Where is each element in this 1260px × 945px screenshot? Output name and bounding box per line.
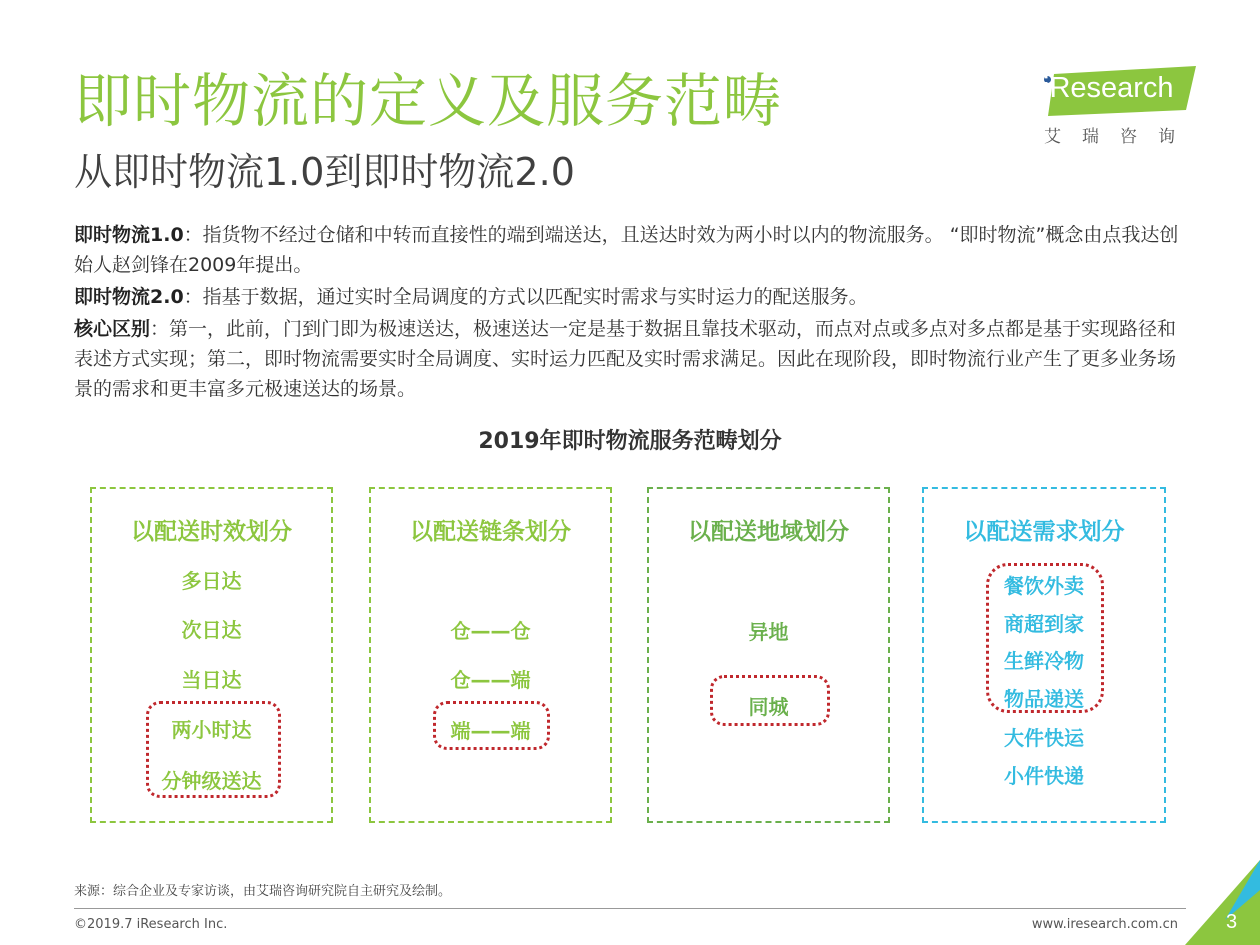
box-delivery-chain xyxy=(369,487,612,823)
paragraph-3-label: 核心区别 xyxy=(74,318,151,340)
page-title: 即时物流的定义及服务范畴 xyxy=(74,67,783,135)
list-item: 仓——端 xyxy=(450,668,531,692)
list-item: 商超到家 xyxy=(1004,612,1084,636)
list-item: 餐饮外卖 xyxy=(1004,574,1084,598)
logo-chinese-name: 艾瑞咨询 xyxy=(1044,127,1196,147)
list-item: 多日达 xyxy=(181,569,242,593)
paragraph-2 xyxy=(74,282,1189,312)
list-item: 次日达 xyxy=(181,618,242,642)
page-number: 3 xyxy=(1226,911,1238,933)
box-delivery-region xyxy=(647,487,890,823)
list-item: 小件快递 xyxy=(1004,764,1084,788)
list-item: 分钟级送达 xyxy=(161,769,262,793)
footer-divider xyxy=(74,908,1186,909)
website-link[interactable]: www.iresearch.com.cn xyxy=(1031,917,1178,932)
paragraph-2-label: 即时物流2.0 xyxy=(74,286,184,308)
paragraph-3-body: ：第一，此前，门到门即为极速送达，极速送达一定是基于数据且靠技术驱动，而点对点或多点对多点都是基于实现路径和表述方式实现；第二，即时物流需要实时全局调度、实时运力匹配及实时需求满足。因此在现阶段，即时物流行业产生了更多业务场景的需求和更丰富多元极速送达的场景。 xyxy=(74,318,1177,400)
box-heading: 以配送地域划分 xyxy=(688,519,849,545)
list-item: 当日达 xyxy=(181,668,242,692)
box-heading: 以配送链条划分 xyxy=(410,519,571,545)
list-item: 大件快运 xyxy=(1004,726,1084,750)
box-delivery-time xyxy=(90,487,333,823)
box-heading: 以配送时效划分 xyxy=(131,519,292,545)
list-item: 端——端 xyxy=(450,719,531,743)
logo-wordmark: iResearch xyxy=(1043,72,1174,104)
paragraph-2-body: ：指基于数据，通过实时全局调度的方式以匹配实时需求与实时运力的配送服务。 xyxy=(183,286,868,308)
box-heading: 以配送需求划分 xyxy=(963,519,1125,545)
source-note: 来源：综合企业及专家访谈，由艾瑞咨询研究院自主研究及绘制。 xyxy=(74,884,452,899)
list-item: 仓——仓 xyxy=(450,619,531,643)
figure-title: 2019年即时物流服务范畴划分 xyxy=(478,429,782,454)
copyright-text: ©2019.7 iResearch Inc. xyxy=(74,917,228,932)
list-item: 同城 xyxy=(748,695,789,719)
paragraph-3 xyxy=(74,314,1189,404)
list-item: 异地 xyxy=(748,620,789,644)
list-item: 物品递送 xyxy=(1004,687,1084,711)
iresearch-logo xyxy=(1040,66,1200,146)
box-delivery-demand xyxy=(922,487,1166,823)
list-item: 两小时达 xyxy=(171,718,252,742)
definition-text xyxy=(74,220,1189,406)
paragraph-1-body: ：指货物不经过仓储和中转而直接性的端到端送达，且送达时效为两小时以内的物流服务。 “即时物流”概念由点我达创始人赵剑锋在2009年提出。 xyxy=(74,224,1179,276)
page-subtitle: 从即时物流1.0到即时物流2.0 xyxy=(74,150,575,194)
paragraph-1-label: 即时物流1.0 xyxy=(74,224,184,246)
paragraph-1 xyxy=(74,220,1189,280)
corner-decoration xyxy=(1185,860,1260,945)
list-item: 生鲜冷物 xyxy=(1004,649,1084,673)
